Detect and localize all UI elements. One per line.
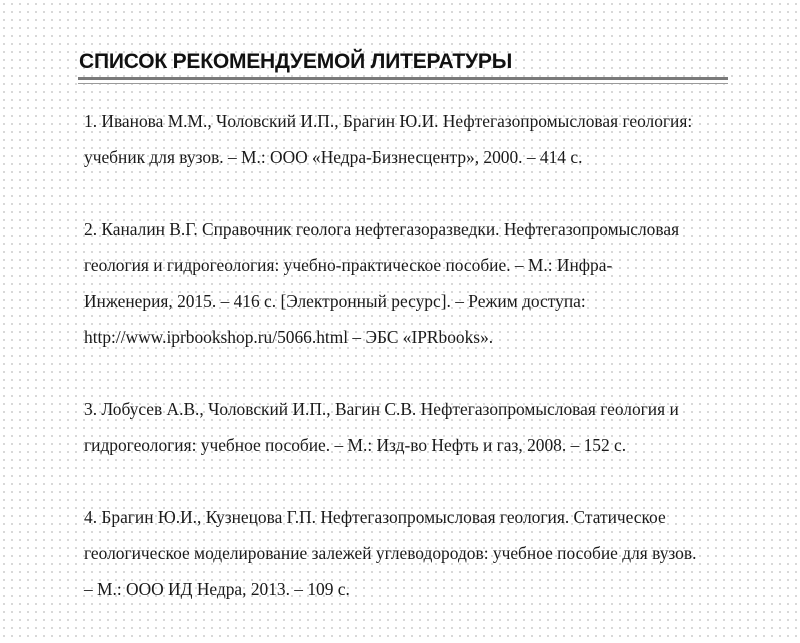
- title-underline-thick: [78, 77, 728, 80]
- reference-line: – М.: ООО ИД Недра, 2013. – 109 с.: [84, 579, 350, 599]
- reference-line: Инженерия, 2015. – 416 с. [Электронный ресурс]. – Режим доступа:: [84, 291, 586, 311]
- reference-list: [84, 103, 796, 643]
- title-underline-thin: [78, 83, 728, 84]
- reference-line: учебник для вузов. – М.: ООО «Недра-Бизнесцентр», 2000. – 414 с.: [84, 147, 583, 167]
- reference-line: 2. Каналин В.Г. Справочник геолога нефтегазоразведки. Нефтегазопромысловая: [84, 219, 680, 239]
- reference-line: геология и гидрогеология: учебно-практическое пособие. – М.: Инфра-: [84, 255, 613, 275]
- reference-line: http://www.iprbookshop.ru/5066.html – ЭБС «IPRbooks».: [84, 327, 494, 347]
- page-title: СПИСОК РЕКОМЕНДУЕМОЙ ЛИТЕРАТУРЫ: [79, 50, 513, 73]
- reference-item-2: [84, 211, 796, 355]
- reference-line: геологическое моделирование залежей углеводородов: учебное пособие для вузов.: [84, 543, 697, 563]
- reference-item-4: [84, 499, 796, 607]
- reference-item-3: [84, 391, 796, 463]
- reference-line: 1. Иванова М.М., Чоловский И.П., Брагин Ю.И. Нефтегазопромысловая геология:: [84, 111, 693, 131]
- reference-item-1: [84, 103, 796, 175]
- reference-line: 3. Лобусев А.В., Чоловский И.П., Вагин С.В. Нефтегазопромысловая геология и: [84, 399, 679, 419]
- reference-line: гидрогеология: учебное пособие. – М.: Изд-во Нефть и газ, 2008. – 152 с.: [84, 435, 627, 455]
- reference-line: 4. Брагин Ю.И., Кузнецова Г.П. Нефтегазопромысловая геология. Статическое: [84, 507, 666, 527]
